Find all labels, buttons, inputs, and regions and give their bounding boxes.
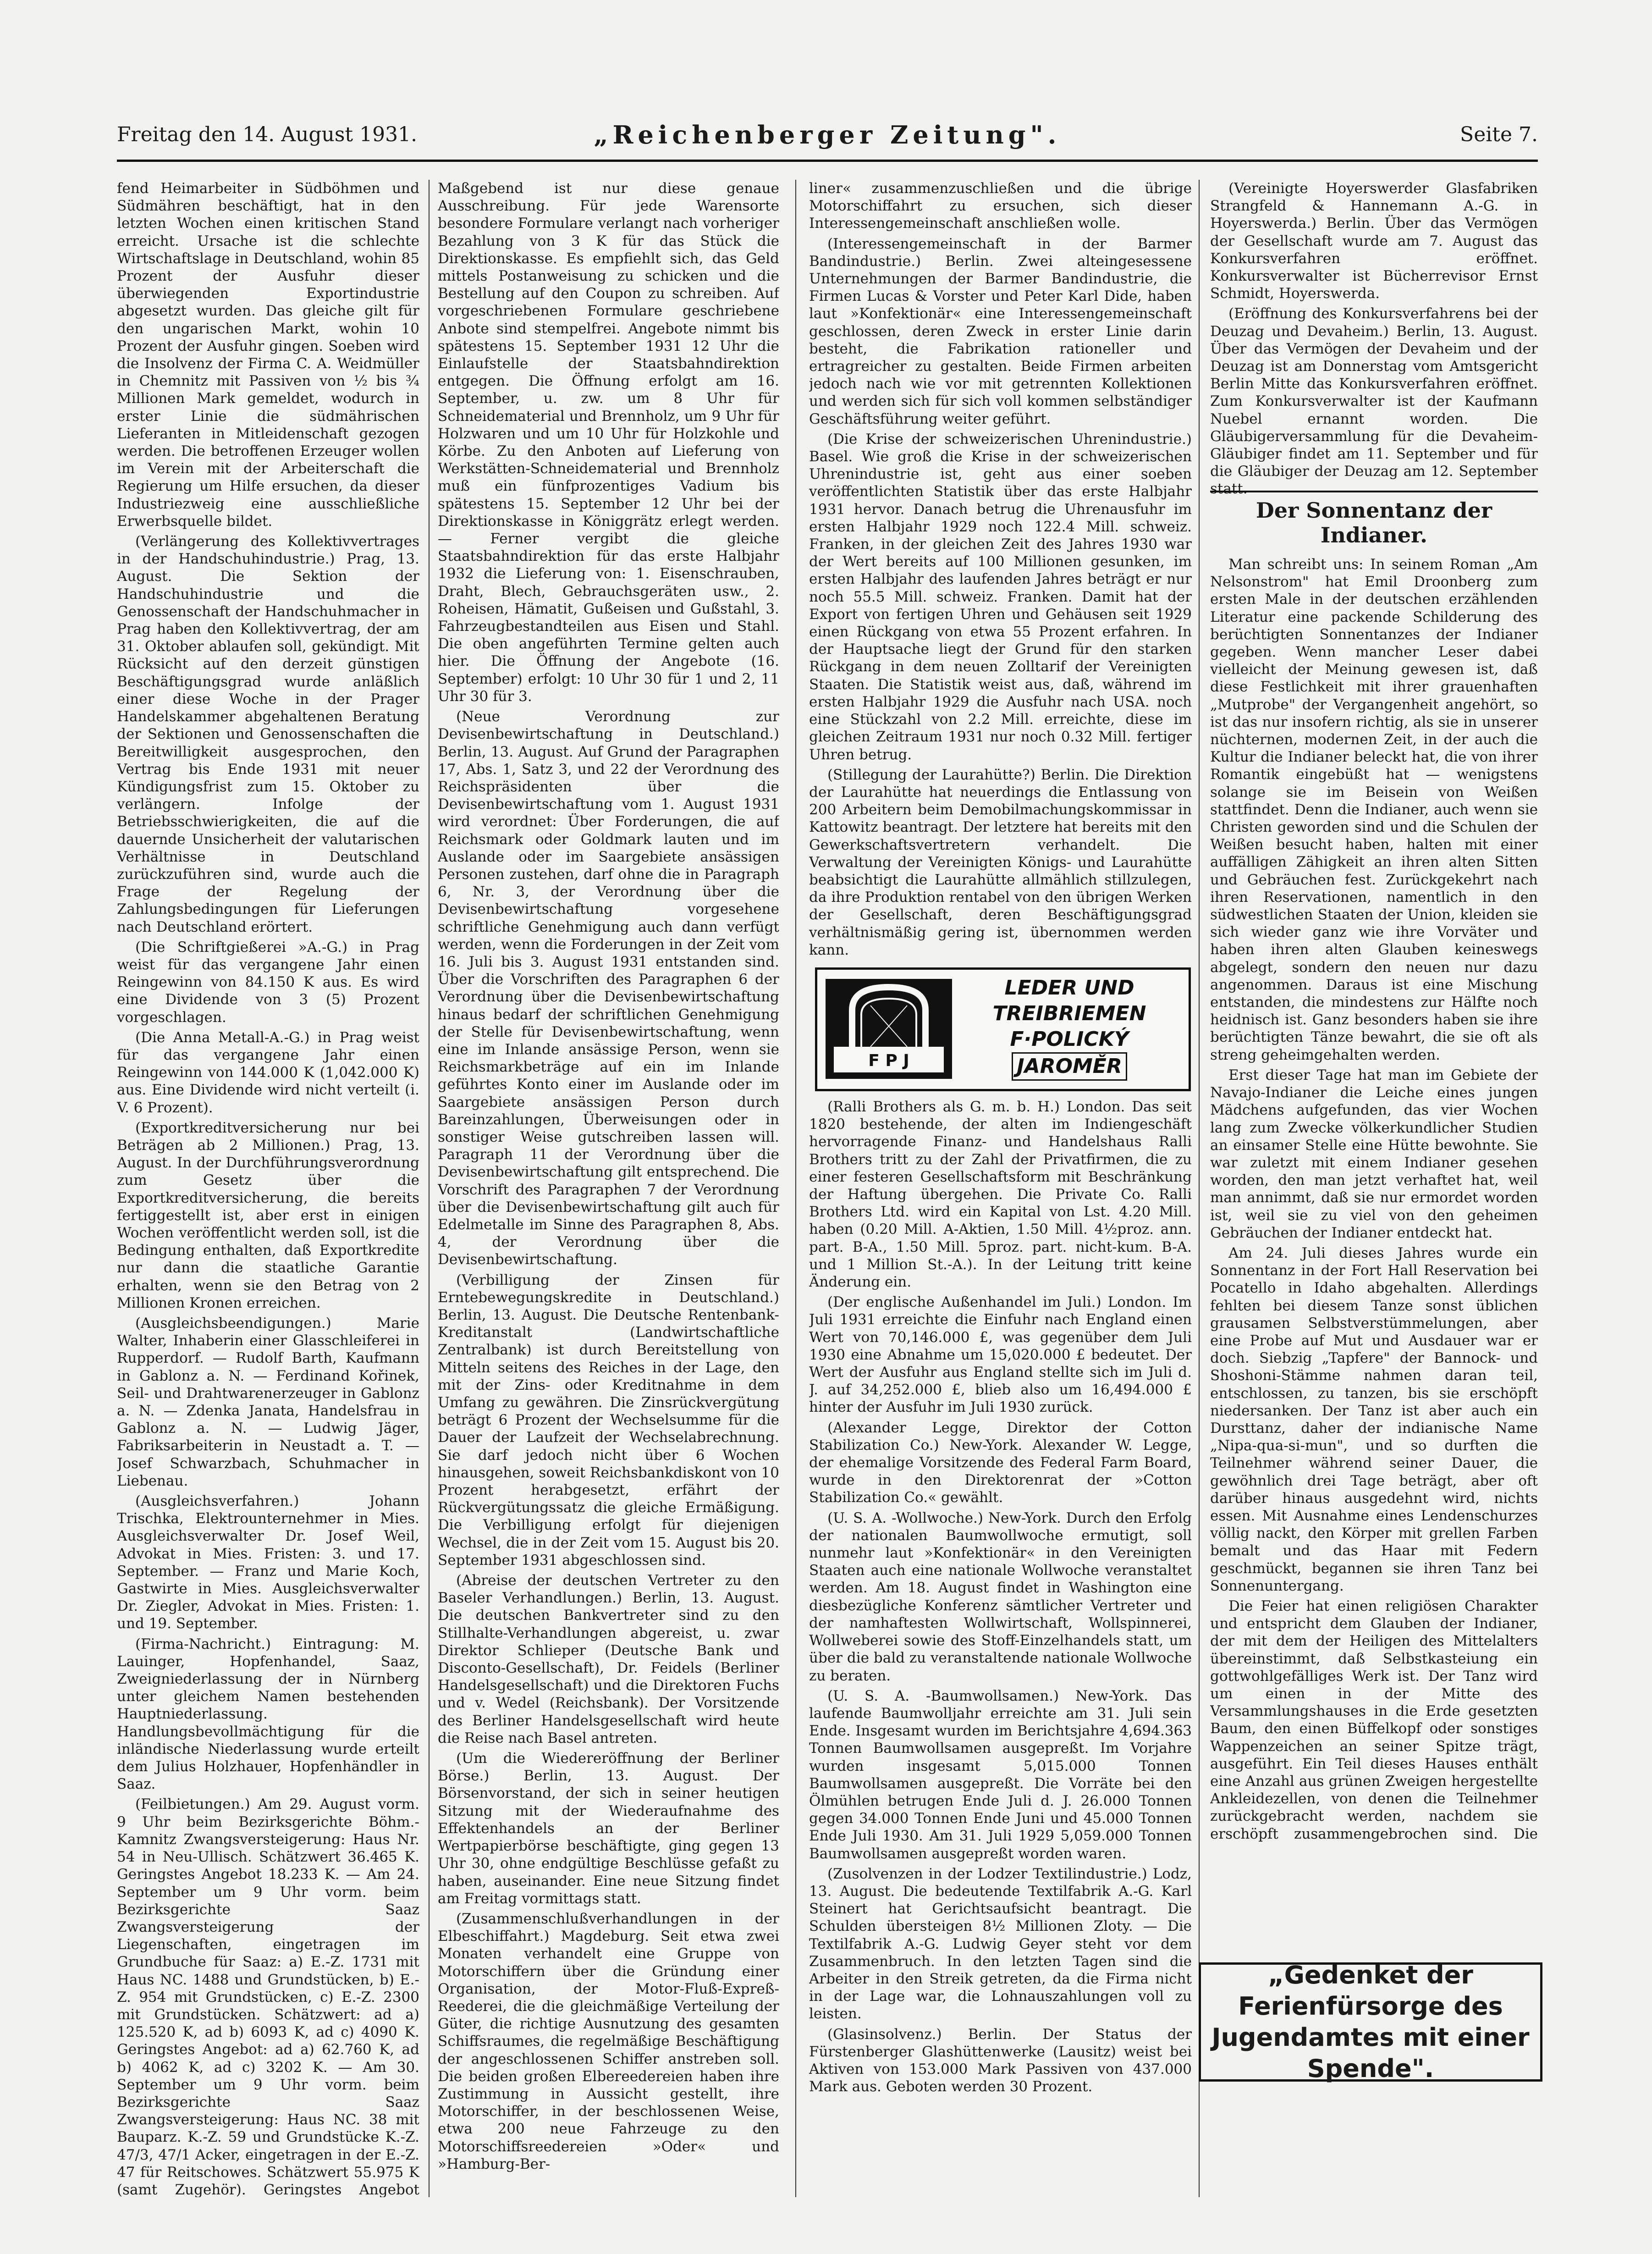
column-divider bbox=[1199, 180, 1200, 2197]
news-item: (Glasinsolvenz.) Berlin. Der Status der Fürstenberger Glashüttenwerke (Lausitz) weist bei Aktiven von 153.000 Mark Passiven von 437.000 Mark aus. Geboten werden 30 Prozent. bbox=[809, 2026, 1192, 2095]
article-title: Der Sonnentanz der Indianer. bbox=[1256, 498, 1492, 547]
column-2 bbox=[438, 180, 779, 2197]
news-item: (Stillegung der Laurahütte?) Berlin. Die Direktion der Laurahütte hat neuerdings die Entlassung von 200 Arbeitern beim Demobilmachungskommissar in Kattowitz beantragt. Der letztere hat bereits mit den Gewerkschaftsvertretern verhandelt. Die Verwaltung der Vereinigten Königs- und Laurahütte beabsichtigt die Laurahütte allmählich stillzulegen, da ihre Produktion rentabel von den übrigen Werken der Gesellschaft, deren Beschäftigungsgrad verhältnismäßig gering ist, übernommen werden kann. bbox=[809, 766, 1192, 958]
article-rule bbox=[1210, 491, 1538, 492]
article-paragraph: Erst dieser Tage hat man im Gebiete der Navajo-Indianer die Leiche eines jungen Mädchens aufgefunden, das vier Wochen lang zum Zwecke völkerkundlicher Studien an einsamer Stelle eine Hütte bewohnte. Sie war zuletzt mit einem Indianer gesehen worden, den man jetzt verhaftet hat, weil man annimmt, daß sie nur ermordet worden ist, weil sie zu viel von den geheimen Gebräuchen der Indianer entdeckt hat. bbox=[1210, 1066, 1538, 1241]
news-item: (Zusolvenzen in der Lodzer Textilindustrie.) Lodz, 13. August. Die bedeutende Textilfabrik A.-G. Karl Steinert hat Gerichtsaufsicht beantragt. Die Schulden übersteigen 8½ Millionen Zloty. — Die Textilfabrik A.-G. Ludwig Geyer steht vor dem Zusammenbruch. In den letzten Tagen sind die Arbeiter in den Streik getreten, da die Firma nicht in der Lage war, die Lohnauszahlungen voll zu leisten. bbox=[809, 1865, 1192, 2022]
news-item: (Eröffnung des Konkursverfahrens bei der Deuzag und Devaheim.) Berlin, 13. August. Über das Vermögen der Devaheim und der Deuzag ist am Donnerstag vom Amtsgericht Berlin Mitte das Konkursverfahren eröffnet. Zum Konkursverwalter ist der Kaufmann Nuebel ernannt worden. Die Gläubigerversammlung für die Devaheim-Gläubiger findet am 11. September und für die Gläubiger der Deuzag am 12. September statt. bbox=[1210, 305, 1538, 497]
news-item: liner« zusammenzuschließen und die übrige Motorschiffahrt zu ersuchen, sich dieser Interessengemeinschaft anschließen wolle. bbox=[809, 180, 1192, 232]
column-1 bbox=[117, 180, 419, 2197]
page-header bbox=[117, 120, 1538, 164]
news-item: (Die Schriftgießerei »A.-G.) in Prag weist für das vergangene Jahr einen Reingewinn von 84.150 K aus. Es wird eine Dividende von 3 (5) Prozent vorgeschlagen. bbox=[117, 939, 419, 1026]
column-divider bbox=[795, 180, 796, 2197]
charity-appeal-box bbox=[1199, 1962, 1542, 2082]
satchel-logo-icon bbox=[825, 978, 953, 1080]
news-item: (U. S. A. -Wollwoche.) New-York. Durch den Erfolg der nationalen Baumwollwoche ermutigt, soll nunmehr laut »Konfektionär« in den Vereinigten Staaten auch eine nationale Wollwoche veranstaltet werden. Am 18. August findet in Washington eine diesbezügliche Konferenz sämtlicher Vertreter und der namhaftesten Wollwirtschaft, Wollspinnerei, Wollweberei sowie des Stoff-Einzelhandels statt, um über die bald zu veranstaltende nationale Wollwoche zu beraten. bbox=[809, 1509, 1192, 1684]
news-item: (Abreise der deutschen Vertreter zu den Baseler Verhandlungen.) Berlin, 13. August. Die deutschen Bankvertreter sind zu den Stillhalte-Verhandlungen abgereist, u. zwar Direktor Schlieper (Deutsche Bank und Disconto-Gesellschaft), Dr. Feidels (Berliner Handelsgesellschaft) und die Direktoren Fuchs und v. Wedel (Reichsbank). Der Vorsitzende des Berliner Handelsgesellschaft wird heute die Reise nach Basel antreten. bbox=[438, 1572, 779, 1746]
news-item: (Firma-Nachricht.) Eintragung: M. Lauinger, Hopfenhandel, Saaz, Zweigniederlassung der in Nürnberg unter gleichem Namen bestehenden Hauptniederlassung. Handlungsbevollmächtigung für die inländische Niederlassung wurde erteilt dem Julius Holzhauer, Hopfenhändler in Saaz. bbox=[117, 1635, 419, 1793]
logo-letters: F P J bbox=[868, 1051, 909, 1070]
news-item: (Alexander Legge, Direktor der Cotton Stabilization Co.) New-York. Alexander W. Legge, der ehemalige Vorsitzende des Federal Farm Board, wurde in den Direktorenrat der »Cotton Stabilization Co.« gewählt. bbox=[809, 1419, 1192, 1506]
header-rule bbox=[117, 160, 1538, 162]
news-item: (Die Krise der schweizerischen Uhrenindustrie.) Basel. Wie groß die Krise in der schweizerischen Uhrenindustrie ist, geht aus einer soeben veröffentlichten Statistik über das erste Halbjahr 1931 hervor. Danach betrug die Uhrenausfuhr im ersten Halbjahr 1929 noch 122.4 Mill. schweiz. Franken, in der gleichen Zeit des Jahres 1930 war der Wert bereits auf 100 Millionen gesunken, im ersten Halbjahr des laufenden Jahres beträgt er nur noch 55.5 Mill. schweiz. Franken. Damit hat der Export von fertigen Uhren und Gehäusen seit 1929 einen Rückgang von etwa 55 Prozent erfahren. In der Hauptsache liegt der Grund für den starken Rückgang in dem neuen Zolltarif der Vereinigten Staaten. Die Statistik weist aus, daß, während im ersten Halbjahr 1929 die Ausfuhr nach USA. noch eine Stückzahl von 2.2 Mill. erreichte, diese im gleichen Zeitraum 1931 nur noch 0.32 Mill. fertiger Uhren betrug. bbox=[809, 431, 1192, 763]
column-3-top bbox=[809, 180, 1192, 959]
ad-line-2: TREIBRIEMEN bbox=[992, 1002, 1146, 1025]
issue-date: Freitag den 14. August 1931. bbox=[117, 123, 418, 146]
feature-article bbox=[1210, 491, 1538, 1843]
news-item: (Interessengemeinschaft in der Barmer Bandindustrie.) Berlin. Zwei alteingesessene Unternehmungen der Barmer Bandindustrie, die Firmen Lucas & Vorster und Peter Karl Dide, haben laut »Konfektionär« eine Interessengemeinschaft geschlossen, deren Zweck in erster Linie darin besteht, die Fabrikation rationeller und ertragreicher zu gestalten. Beide Firmen arbeiten jedoch nach wie vor mit getrennten Kollektionen und werden sich für sich voll kommen selbständiger Geschäftsführung weiter geführt. bbox=[809, 235, 1192, 427]
ad-line-1: LEDER UND bbox=[1004, 976, 1134, 1000]
column-divider bbox=[429, 180, 430, 2197]
news-item: fend Heimarbeiter in Südböhmen und Südmähren beschäftigt, hat in den letzten Wochen einen kritischen Stand erreicht. Ursache ist die schlechte Wirtschaftslage in Deutschland, wohin 85 Prozent der Ausfuhr dieser überwiegenden Exportindustrie abgesetzt wurden. Das gleiche gilt für den ungarischen Markt, wohin 10 Prozent der Ausfuhr gingen. Soeben wird die Insolvenz der Firma C. A. Weidmüller in Chemnitz mit Passiven von ½ bis ¾ Millionen Mark gemeldet, wodurch in erster Linie die südmährischen Lieferanten in Mitleidenschaft gezogen werden. Die betroffenen Erzeuger wollen im Verein mit der Arbeiterschaft die Regierung um Hilfe ersuchen, da dieser Industriezweig eine ausschließliche Erwerbsquelle bildet. bbox=[117, 180, 419, 530]
column-3-bottom bbox=[809, 1098, 1192, 2194]
ad-line-3: F·POLICKÝ bbox=[1010, 1028, 1129, 1051]
article-paragraph: Man schreibt uns: In seinem Roman „Am Nelsonstrom" hat Emil Droonberg zum ersten Male in der deutschen erzählenden Literatur eine packende Schilderung des berüchtigten Sonnentanzes der Indianer gegeben. Wenn mancher Leser dabei vielleicht der Meinung gewesen ist, daß diese Festlichkeit mit ihrer grauenhaften „Mutprobe" der Vergangenheit angehört, so ist das nur insofern richtig, als sie in unserer nüchternen, modernen Zeit, in der auch die Kultur die Indianer beleckt hat, die von ihrer Romantik eingebüßt hat — wenigstens solange sie im Beisein von Weißen stattfindet. Denn die Indianer, auch wenn sie Christen geworden sind und die Schulen der Weißen besucht haben, halten mit einer auffälligen Zähigkeit an ihren alten Sitten und Gebräuchen fest. Zurückgekehrt nach ihren Reservationen, namentlich in den südwestlichen Staaten der Union, kleiden sie sich wieder ganz wie ihre Vorväter und haben ihren alten Glauben keineswegs abgelegt, sondern den neuen nur dazu angenommen. Daraus ist eine Mischung entstanden, die mindestens zur Hälfte noch heidnisch ist. Ganz besonders haben sie ihre berüchtigten Tänze bewahrt, die sie oft als streng geheimgehalten werden. bbox=[1210, 556, 1538, 1063]
news-item: (Feilbietungen.) Am 29. August vorm. 9 Uhr beim Bezirksgerichte Böhm.-Kamnitz Zwangsversteigerung: Haus Nr. 54 in Neu-Ullisch. Schätzwert 36.465 K. Geringstes Angebot 18.233 K. — Am 24. September um 9 Uhr vorm. beim Bezirksgerichte Saaz Zwangsversteigerung der Liegenschaften, eingetragen im Grundbuche für Saaz: a) E.-Z. 1731 mit Haus NC. 1488 und Grundstücken, b) E.-Z. 954 mit Grundstücken, c) E.-Z. 2300 mit Grundstücken. Schätzwert: ad a) 125.520 K, ad b) 6093 K, ad c) 4090 K. Geringstes Angebot: ad a) 62.760 K, ad b) 4062 K, ad c) 3202 K. — Am 30. September um 9 Uhr vorm. beim Bezirksgerichte Saaz Zwangsversteigerung: Haus NC. 38 mit Bauparz. K.-Z. 59 und Grundstücke K.-Z. 47/3, 47/1 Acker, eingetragen in der E.-Z. 47 für Reitschowes. Schätzwert 55.975 K (samt Zugehör). Geringstes Angebot bbox=[117, 1796, 419, 2197]
newspaper-title: „Reichenberger Zeitung". bbox=[594, 120, 1061, 149]
news-item: (Die Anna Metall-A.-G.) in Prag weist für das vergangene Jahr einen Reingewinn von 144.000 K (1,042.000 K) aus. Eine Dividende wird nicht verteilt (i. V. 6 Prozent). bbox=[117, 1029, 419, 1116]
news-item: (Exportkreditversicherung nur bei Beträgen ab 2 Millionen.) Prag, 13. August. In der Durchführungsverordnung zum Gesetz über die Exportkreditversicherung, die bereits fertiggestellt ist, aber erst in einigen Wochen veröffentlicht werden soll, ist die Bedingung enthalten, daß Exportkredite nur dann die staatliche Garantie erhalten, wenn sie den Betrag von 2 Millionen Kronen erreichen. bbox=[117, 1119, 419, 1311]
news-item: (Der englische Außenhandel im Juli.) London. Im Juli 1931 erreichte die Einfuhr nach England einen Wert von 70,146.000 £, was gegenüber dem Juli 1930 eine Abnahme um 15,020.000 £ bedeutet. Der Wert der Ausfuhr aus England stellte sich im Juli d. J. auf 34,252.000 £, blieb also um 16,494.000 £ hinter der Ausfuhr im Juli 1930 zurück. bbox=[809, 1294, 1192, 1416]
news-item: (Um die Wiedereröffnung der Berliner Börse.) Berlin, 13. August. Der Börsenvorstand, der sich in seiner heutigen Sitzung mit der Wiederaufnahme des Effektenhandels an der Berliner Wertpapierbörse beschäftigte, ging gegen 13 Uhr 30, ohne endgültige Beschlüsse gefaßt zu haben, auseinander. Eine neue Sitzung findet am Freitag vormittags statt. bbox=[438, 1750, 779, 1907]
article-paragraph: Die Feier hat einen religiösen Charakter und entspricht dem Glauben der Indianer, der mit dem der Heiligen des Mittelalters übereinstimmt, daß Selbstkasteiung ein gottwohlgefälliges Werk ist. Der Tanz wird um einen in der Mitte des Versammlungshauses in die Erde gesetzten Baum, den einen Büffelkopf oder sonstiges Wappenzeichen an seiner Spitze trägt, ausgeführt. Ein Teil dieses Hauses enthält eine Anzahl aus grünen Zweigen hergestellte Ankleidezellen, von denen die Teilnehmer zurückgebracht werden, nachdem sie erschöpft zusammengebrochen sind. Die bbox=[1210, 1597, 1538, 1842]
news-item: (Vereinigte Hoyerswerder Glasfabriken Strangfeld & Hannemann A.-G. in Hoyerswerda.) Berlin. Über das Vermögen der Gesellschaft wurde am 7. August das Konkursverfahren eröffnet. Konkursverwalter ist Bücherrevisor Ernst Schmidt, Hoyerswerda. bbox=[1210, 180, 1538, 302]
news-item: (Ausgleichsverfahren.) Johann Trischka, Elektrounternehmer in Mies. Ausgleichsverwalter Dr. Josef Weil, Advokat in Mies. Fristen: 3. und 17. September. — Franz und Marie Koch, Gastwirte in Mies. Ausgleichsverwalter Dr. Ziegler, Advokat in Mies. Fristen: 1. und 19. September. bbox=[117, 1493, 419, 1632]
news-item: (Verlängerung des Kollektivvertrages in der Handschuhindustrie.) Prag, 13. August. Die Sektion der Handschuhindustrie und die Genossenschaft der Handschuhmacher in Prag haben den Kollektivvertrag, der am 31. Oktober ablaufen soll, gekündigt. Mit Rücksicht auf den derzeit günstigen Beschäftigungsgrad wurde anläßlich einer diese Woche in der Prager Handelskammer abgehaltenen Beratung der Sektionen und Genossenschaften die Bereitwilligkeit ausgesprochen, den Vertrag bis Ende 1931 mit neuer Kündigungsfrist zum 15. Oktober zu verlängern. Infolge der Betriebsschwierigkeiten, die auf die dauernde Unsicherheit der valutarischen Verhältnisse in Deutschland zurückzuführen sind, wurde auch die Frage der Regelung der Zahlungsbedingungen für Lieferungen nach Deutschland erörtert. bbox=[117, 533, 419, 935]
appeal-text: „Gedenket der Ferienfürsorge des Jugendamtes mit einer Spende". bbox=[1211, 1961, 1530, 2083]
news-item: (U. S. A. -Baumwollsamen.) New-York. Das laufende Baumwolljahr erreichte am 31. Juli sein Ende. Insgesamt wurden im Berichtsjahre 4,694.363 Tonnen Baumwollsamen ausgepreßt. Im Vorjahre wurden insgesamt 5,015.000 Tonnen Baumwollsamen ausgepreßt. Die Vorräte bei den Ölmühlen betrugen Ende Juli d. J. 26.000 Tonnen gegen 34.000 Tonnen Ende Juni und 45.000 Tonnen Ende Juli 1930. Am 31. Juli 1929 5,059.000 Tonnen Baumwollsamen ausgepreßt worden waren. bbox=[809, 1687, 1192, 1862]
advertisement-policky bbox=[815, 967, 1191, 1091]
page-number: Seite 7. bbox=[1460, 123, 1538, 146]
article-paragraph: Am 24. Juli dieses Jahres wurde ein Sonnentanz in der Fort Hall Reservation bei Pocatello in Idaho abgehalten. Allerdings fehlten bei diesem Tanze sonst üblichen grausamen Selbstverstümmelungen, aber eine Probe auf Mut und Ausdauer war er doch. Siebzig „Tapfere" der Bannock- und Shoshoni-Stämme nahmen daran teil, entschlossen, zu tanzen, bis sie erschöpft niedersanken. Der Tanz ist aber auch ein Dursttanz, daher der indianische Name „Nipa-qua-si-mun", und so durften die Teilnehmer während seiner Dauer, die gewöhnlich drei Tage beträgt, aber oft darüber hinaus ausgedehnt wird, nichts essen. Mit Ausnahme eines Lendenschurzes völlig nackt, den Körper mit grellen Farben bemalt und das Haar mit Federn geschmückt, begannen sie ihren Tanz bei Sonnenuntergang. bbox=[1210, 1244, 1538, 1594]
news-item: Maßgebend ist nur diese genaue Ausschreibung. Für jede Warensorte besondere Formulare verlangt nach vorheriger Bezahlung von 3 K für das Stück die Direktionskasse. Es empfiehlt sich, das Geld mittels Postanweisung zu schicken und die Bestellung auf den Coupon zu schreiben. Auf vorgeschriebenen Formulare geschriebene Anbote sind stempelfrei. Angebote nimmt bis spätestens 15. September 1931 12 Uhr die Einlaufstelle der Staatsbahndirektion entgegen. Die Öffnung erfolgt am 16. September, u. zw. um 8 Uhr für Schneidematerial und Brennholz, um 9 Uhr für Holzwaren und um 10 Uhr für Holzkohle und Körbe. Zu den Anboten auf Lieferung von Werkstätten-Schneidematerial und Brennholz muß ein fünfprozentiges Vadium bis spätestens 15. September 12 Uhr bei der Direktionskasse in Königgrätz erlegt werden. — Ferner vergibt die gleiche Staatsbahndirektion für das erste Halbjahr 1932 die Lieferung von: 1. Eisenschrauben, Draht, Blech, Gebrauchsgeräten usw., 2. Roheisen, Hämatit, Gußeisen und Gußstahl, 3. Fahrzeugbestandteilen aus Eisen und Stahl. Die oben angeführten Termine gelten auch hier. Die Öffnung der Angebote (16. September) erfolgt: 10 Uhr 30 für 1 und 2, 11 Uhr 30 für 3. bbox=[438, 180, 779, 705]
news-item: (Neue Verordnung zur Devisenbewirtschaftung in Deutschland.) Berlin, 13. August. Auf Grund der Paragraphen 17, Abs. 1, Satz 3, und 22 der Verordnung des Reichspräsidenten über die Devisenbewirtschaftung vom 1. August 1931 wird verordnet: Über Forderungen, die auf Reichsmark oder Goldmark lauten und im Auslande oder im Saargebiete ansässigen Personen zustehen, darf ohne die in Paragraph 6, Nr. 3, der Verordnung über die Devisenbewirtschaftung vorgesehene schriftliche Genehmigung auch dann verfügt werden, wenn die Forderungen in der Zeit vom 16. Juli bis 3. August 1931 entstanden sind. Über die Vorschriften des Paragraphen 6 der Verordnung über die Devisenbewirtschaftung hinaus bedarf der schriftlichen Genehmigung der Stelle für Devisenbewirtschaftung, wenn eine im Inlande ansässige Person, wenn sie Reichsmarkbeträge auf ein im Inlande geführtes Konto einer im Auslande oder im Saargebiete ansässigen Person durch Bareinzahlungen, Überweisungen oder in sonstiger Weise gutschreiben lassen will. Paragraph 11 der Verordnung über die Devisenbewirtschaftung gilt entsprechend. Die Vorschrift des Paragraphen 7 der Verordnung über die Devisenbewirtschaftung gilt auch für Edelmetalle im Sinne des Paragraphen 8, Abs. 4, der Verordnung über die Devisenbewirtschaftung. bbox=[438, 708, 779, 1268]
news-item: (Ralli Brothers als G. m. b. H.) London. Das seit 1820 bestehende, der alten im Indiengeschäft hervorragende Finanz- und Handelshaus Ralli Brothers tritt zu der Zahl der Privatfirmen, die zu einer festeren Gesellschaftsform mit Beschränkung der Haftung übergehen. Die Private Co. Ralli Brothers Ltd. wird ein Kapital von Lst. 4.20 Mill. haben (0.20 Mill. A-Aktien, 1.50 Mill. 4½proz. ann. part. B-A., 1.50 Mill. 5proz. part. nicht-kum. B-A. und 1 Million St.-A.). In der Leitung tritt keine Änderung ein. bbox=[809, 1099, 1192, 1291]
news-item: (Ausgleichsbeendigungen.) Marie Walter, Inhaberin einer Glasschleiferei in Rupperdorf. — Rudolf Barth, Kaufmann in Gablonz a. N. — Ferdinand Kořinek, Seil- und Drahtwarenerzeuger in Gablonz a. N. — Zdenka Janata, Handelsfrau in Gablonz a. N. — Ludwig Jäger, Fabriksarbeiterin in Neustadt a. T. — Josef Schwarzbach, Schuhmacher in Liebenau. bbox=[117, 1315, 419, 1489]
news-item: (Verbilligung der Zinsen für Erntebewegungskredite in Deutschland.) Berlin, 13. August. Die Deutsche Rentenbank-Kreditanstalt (Landwirtschaftliche Zentralbank) ist durch Bereitstellung von Mitteln seitens des Reiches in der Lage, den mit der Zins- oder Kreditnahme in dem Umfang zu gewähren. Die Zinsrückvergütung beträgt 6 Prozent der Wechselsumme für die Dauer der Laufzeit der Wechselabrechnung. Sie darf jedoch nicht über 6 Wochen hinausgehen, soweit Reichsbankdiskont von 10 Prozent herabgesetzt, erfährt der Rückvergütungssatz die gleiche Ermäßigung. Die Verbilligung erfolgt für diejenigen Wechsel, die in der Zeit vom 15. August bis 20. September 1931 abgeschlossen sind. bbox=[438, 1271, 779, 1569]
ad-line-4: JAROMĚR bbox=[1012, 1052, 1127, 1081]
news-item: (Zusammenschlußverhandlungen in der Elbeschiffahrt.) Magdeburg. Seit etwa zwei Monaten verhandelt eine Gruppe von Motorschiffern über die Gründung einer Organisation, der Motor-Fluß-Expreß-Reederei, die die gleichmäßige Verteilung der Güter, die richtige Ausnutzung des gesamten Schiffsraumes, die regelmäßige Beschäftigung der angeschlossenen Schiffer anstreben soll. Die beiden großen Elbereedereien haben ihre Zustimmung in Aussicht gestellt, ihre Motorschiffer, in der beschlossenen Weise, etwa 200 neue Fahrzeuge zu den Motorschiffsreedereien »Oder« und »Hamburg-Ber- bbox=[438, 1910, 779, 2172]
